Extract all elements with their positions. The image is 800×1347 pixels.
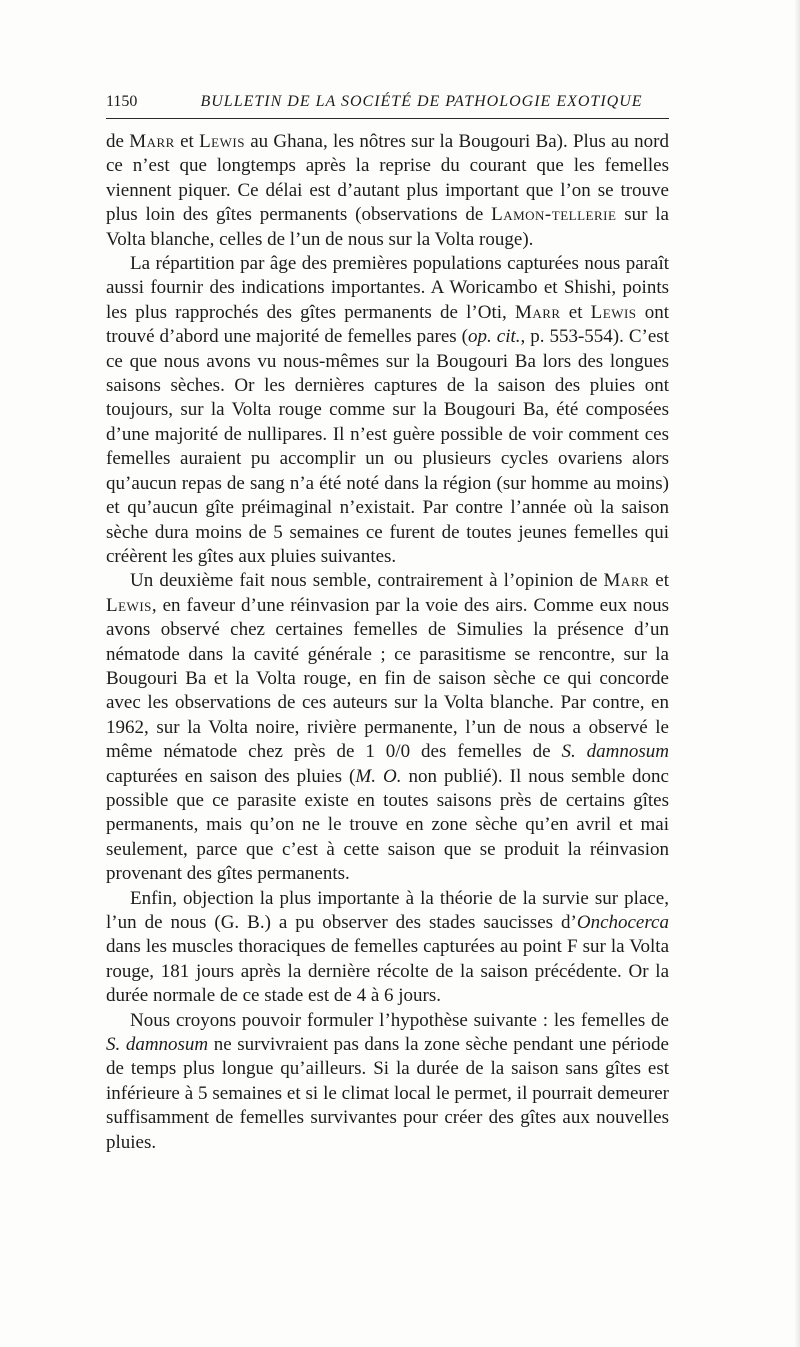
paragraph-5 [106, 1009, 669, 1155]
page-edge-shadow [794, 0, 800, 1347]
italic-term: Onchocerca [576, 912, 669, 933]
italic-term: op. cit. [468, 326, 521, 348]
author-name: Lamon-tellerie [491, 204, 617, 226]
author-name: Lewis [590, 301, 637, 323]
paragraph-4 [106, 887, 669, 1009]
text-run: La répartition par âge des premières populations capturées nous paraît aussi fournir des indications importantes. A Woricambo et Shishi, points les plus rapprochés des gîtes permanents de l’Oti, [106, 253, 669, 323]
journal-title: BULLETIN DE LA SOCIÉTÉ DE PATHOLOGIE EXOTIQUE [200, 93, 643, 110]
text-run: ont trouvé d’abord une majorité de femelles pares ( [106, 301, 670, 348]
text-run: Un deuxième fait nous semble, contrairement à l’opinion de [130, 570, 604, 592]
author-name: Marr [603, 570, 650, 592]
italic-term: S. damnosum [106, 1034, 209, 1056]
text-run: et [560, 301, 591, 323]
text-run: et [649, 570, 669, 592]
text-run: , p. 553-554). C’est ce que nous avons vu nous-mêmes sur la Bougouri Ba lors des longues saisons sèches. Or les dernières captures de la saison des pluies ont toujours, sur la Volta rouge comme sur la Bougouri Ba, été composées d’une majorité de nullipares. Il n’est guère possible de voir comment ces femelles auraient pu accomplir un ou plusieurs cycles ovariens alors qu’aucun repas de sang n’a été noté dans la région (sur homme au moins) et qu’aucun gîte préimaginal n’existait. Par contre l’année où la saison sèche dura moins de 5 semaines ce furent de toutes jeunes femelles qui créèrent les gîtes aux pluies suivantes. [106, 326, 669, 567]
text-run: au Ghana, les nôtres sur la Bougouri Ba). Plus au nord ce n’est que longtemps après la reprise du courant que les femelles viennent piquer. Ce délai est d’autant plus important que l’on se trouve plus loin des gîtes permanents (observations de [106, 131, 669, 226]
text-run: de [106, 131, 130, 152]
text-run: ne survivraient pas dans la zone sèche pendant une période de temps plus longue qu’ailleurs. Si la durée de la saison sans gîtes est inférieure à 5 semaines et si le climat local le permet, il pourrait demeurer suffisamment de femelles survivantes pour créer des gîtes aux nouvelles pluies. [106, 1034, 669, 1153]
author-name: Marr [129, 131, 175, 152]
text-run: Nous croyons pouvoir formuler l’hypothèse suivante : les femelles de [130, 1009, 669, 1031]
page-number: 1150 [106, 93, 138, 110]
running-header [106, 90, 669, 119]
author-name: Lewis [106, 594, 152, 616]
text-run: sur la Volta blanche, celles de l’un de nous sur la Volta rouge). [106, 204, 669, 250]
author-name: Marr [514, 301, 561, 323]
text-run: et [174, 131, 200, 152]
text-run: capturées en saison des pluies ( [106, 765, 356, 787]
text-run: Enfin, objection la plus importante à la théorie de la survie sur place, l’un de nous (G. B.) a pu observer des stades saucisses d’ [106, 887, 669, 933]
text-run: dans les muscles thoraciques de femelles capturées au point F sur la Volta rouge, 181 jours après la dernière récolte de la saison précédente. Or la durée normale de ce stade est de 4 à 6 jours. [106, 936, 669, 1007]
body-text [106, 130, 669, 1155]
author-name: Lewis [199, 131, 245, 152]
paragraph-3 [106, 569, 669, 886]
paragraph-1 [106, 130, 669, 252]
text-run: , en faveur d’une réinvasion par la voie des airs. Comme eux nous avons observé chez certaines femelles de Simulies la présence d’un nématode dans la cavité générale ; ce parasitisme se rencontre, sur la Bougouri Ba et la Volta rouge, en fin de saison sèche ce qui concorde avec les observations de ces auteurs sur la Volta blanche. Par contre, en 1962, sur la Volta noire, rivière permanente, l’un de nous a observé le même nématode chez près de 1 0/0 des femelles de [106, 594, 669, 763]
italic-term: S. damnosum [561, 741, 669, 763]
italic-term: M. O. [355, 765, 402, 787]
paragraph-2 [106, 252, 669, 569]
text-run: non publié). Il nous semble donc possible que ce parasite existe en toutes saisons près de certains gîtes permanents, mais qu’on ne le trouve en zone sèche qu’en avril et mai seulement, parce que c’est à cette saison que se produit la réinvasion provenant des gîtes permanents. [106, 765, 669, 885]
